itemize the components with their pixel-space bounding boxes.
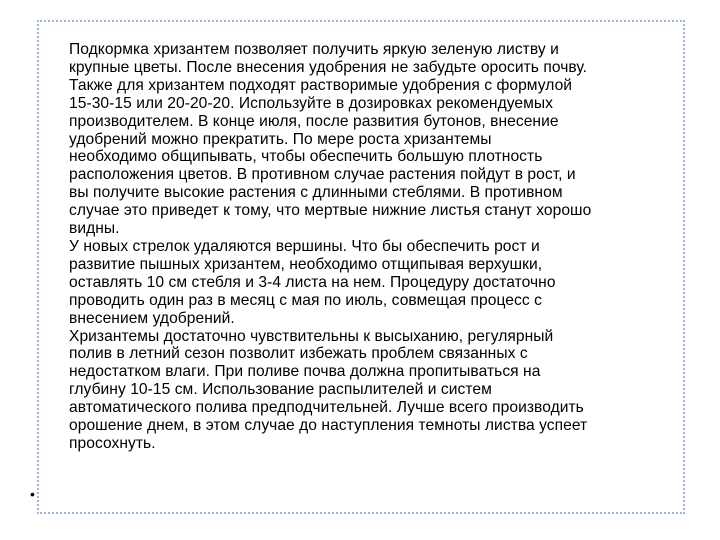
body-text bbox=[69, 41, 681, 453]
paragraph-fertilizing: Подкормка хризантем позволяет получить яркую зеленую листву и крупные цветы. После внесения удобрения не забудьте оросить почву. Также для хризантем подходят растворимые удобрения с формулой 15-30-15 или 20-20-20. Используйте в дозировках рекомендуемых производителем. В конце июля, после развития бутонов, внесение удобрений можно прекратить. По мере роста хризантемы необходимо общипывать, чтобы обеспечить большую плотность расположения цветов. В противном случае растения пойдут в рост, и вы получите высокие растения с длинными стеблями. В противном случае это приведет к тому, что мертвые нижние листья станут хорошо видны. bbox=[69, 41, 592, 238]
empty-bullet: • bbox=[30, 486, 35, 502]
paragraph-watering: Хризантемы достаточно чувствительны к высыханию, регулярный полив в летний сезон позволит избежать проблем связанных с недостатком влаги. При поливе почва должна пропитываться на глубину 10-15 см. Использование распылителей и систем автоматического полива предподчительней. Лучше всего производить орошение днем, в этом случае до наступления темноты листва успеет просохнуть. bbox=[69, 327, 588, 452]
paragraph-pinching: У новых стрелок удаляются вершины. Что бы обеспечить рост и развитие пышных хризантем, необходимо отщипывая верхушки, оставлять 10 см стебля и 3-4 листа на нем. Процедуру достаточно проводить один раз в месяц с мая по июль, совмещая процесс с внесением удобрений. bbox=[69, 237, 556, 327]
